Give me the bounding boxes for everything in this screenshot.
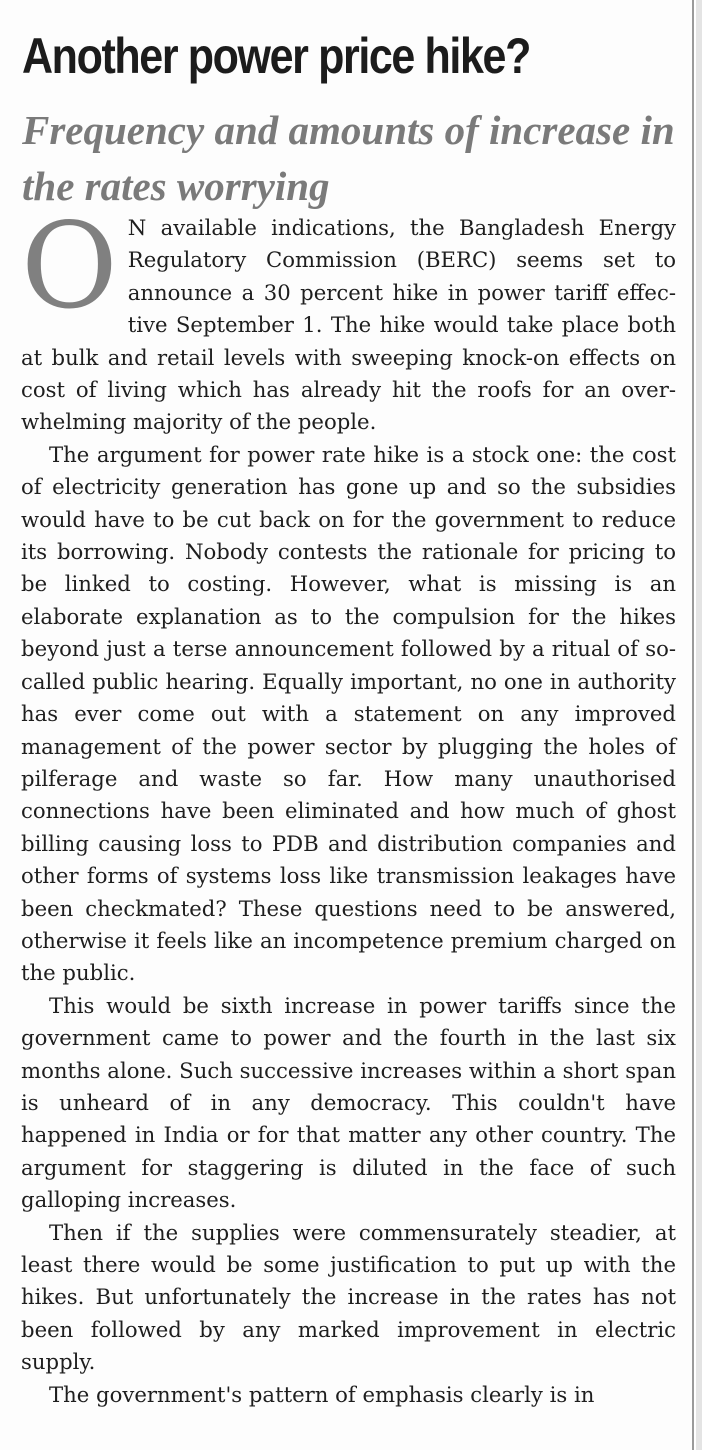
article-paragraph-1 [21, 197, 676, 439]
article-paragraph-4: Then if the supplies were commensurately steadier, at least there would be some justification to put up with the hikes. But unfortunately the increase in the rates has not been followed by any marked improvement in electric supply. [21, 1219, 676, 1375]
article-paragraph-5: The government's pattern of emphasis clearly is in [49, 1381, 595, 1407]
article-body [21, 197, 676, 1411]
subheadline: Frequency and amounts of increase in the rates worrying [22, 107, 675, 209]
drop-cap: O [21, 197, 118, 335]
page-edge [696, 0, 702, 1450]
headline: Another power price hike? [22, 28, 530, 84]
article-paragraph-2: The argument for power rate hike is a stock one: the cost of electricity generation has gone up and so the subsidies would have to be cut back on for the government to reduce its borrowing. Nobody contests the rationale for pricing to be linked to costing. However, what is missing is an elaborate explanation as to the compulsion for the hikes beyond just a terse announcement followed by a ritual of so-called public hearing. Equally important, no one in authority has ever come out with a statement on any improved management of the power sector by plugging the holes of pilferage and waste so far. How many unauthorised connections have been eliminated and how much of ghost billing causing loss to PDB and distribution companies and other forms of systems loss like transmission leakages have been checkmated? These questions need to be answered, otherwise it feels like an incompetence premium charged on the public. [21, 441, 676, 986]
paragraph-1-text: N available indications, the Bangladesh Energy Regulatory Commission (BERC) seems set to announce a 30 percent hike in power tariff effective September 1. The hike would take place both at bulk and retail levels with sweeping knock-on effects on cost of living which has already hit the roofs for an overwhelming majority of the people. [21, 215, 676, 435]
article-paragraph-3: This would be sixth increase in power tariffs since the government came to power and the fourth in the last six months alone. Such successive increases within a short span is unheard of in any democracy. This couldn't have happened in India or for that matter any other country. The argument for staggering is diluted in the face of such galloping increases. [21, 992, 676, 1213]
